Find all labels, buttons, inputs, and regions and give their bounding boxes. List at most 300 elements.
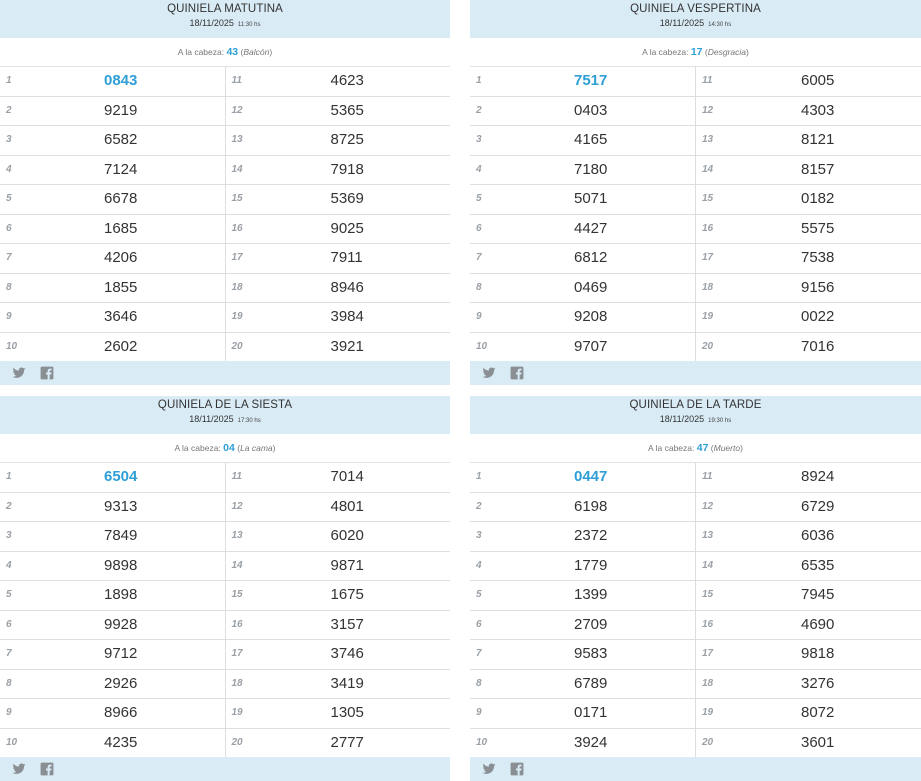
result-cell <box>470 493 696 522</box>
position-number: 19 <box>702 707 714 718</box>
cabeza-label: A la cabeza: <box>174 443 221 453</box>
drawn-number: 4235 <box>104 733 138 751</box>
drawn-number: 6678 <box>104 190 138 207</box>
table-row <box>0 611 450 641</box>
cabeza-number: 04 <box>223 442 235 454</box>
drawn-number: 0447 <box>574 468 608 485</box>
drawn-number: 7918 <box>330 160 364 178</box>
result-cell <box>226 552 451 581</box>
position-number: 12 <box>702 104 714 116</box>
result-cell <box>226 303 451 332</box>
result-cell <box>0 156 226 185</box>
draw-time: 14:30 hs <box>708 22 732 28</box>
result-cell <box>470 156 696 185</box>
result-cell <box>0 463 226 492</box>
drawn-number: 1399 <box>574 586 608 603</box>
drawn-number: 3921 <box>330 337 364 355</box>
drawn-number: 7014 <box>330 468 364 485</box>
position-number: 7 <box>6 648 12 659</box>
result-cell <box>470 274 696 303</box>
position-number: 16 <box>231 618 243 630</box>
position-number: 4 <box>476 163 482 175</box>
position-number: 9 <box>476 311 482 322</box>
panel-title: QUINIELA DE LA TARDE <box>629 399 762 411</box>
table-row <box>470 244 921 274</box>
result-cell <box>696 274 921 303</box>
table-row <box>0 670 450 700</box>
position-number: 1 <box>6 75 12 86</box>
date-text: 18/11/2025 <box>189 18 234 28</box>
results-panel <box>470 0 921 385</box>
twitter-icon[interactable] <box>12 366 26 380</box>
result-cell <box>470 333 696 362</box>
position-number: 10 <box>6 736 18 748</box>
position-number: 8 <box>476 281 482 293</box>
drawn-number: 7538 <box>801 249 835 266</box>
drawn-number: 4427 <box>574 219 608 237</box>
result-cell <box>0 522 226 551</box>
position-number: 14 <box>231 559 243 571</box>
cabeza-number: 17 <box>690 46 703 58</box>
table-row <box>0 215 450 245</box>
facebook-icon[interactable] <box>510 366 524 380</box>
result-cell <box>226 215 451 244</box>
drawn-number: 8157 <box>801 160 835 178</box>
drawn-number: 6198 <box>574 497 608 515</box>
result-cell <box>0 581 226 610</box>
cabeza-number: 43 <box>226 46 239 58</box>
cabeza-summary: A la cabeza: 43 (Balcón) <box>0 38 450 67</box>
position-number: 1 <box>476 75 482 86</box>
drawn-number: 5071 <box>574 190 608 207</box>
result-cell <box>0 303 226 332</box>
share-bar <box>0 361 450 385</box>
drawn-number: 6504 <box>104 468 138 485</box>
result-cell <box>470 126 696 155</box>
result-cell <box>470 522 696 551</box>
result-cell <box>470 97 696 126</box>
position-number: 3 <box>6 530 12 541</box>
position-number: 4 <box>6 163 12 175</box>
drawn-number: 2602 <box>104 337 138 355</box>
position-number: 12 <box>231 104 243 116</box>
drawn-number: 1855 <box>104 278 138 296</box>
table-row <box>470 274 921 304</box>
result-cell <box>696 640 921 669</box>
cabeza-meaning: Desgracia <box>707 47 746 57</box>
result-cell <box>470 215 696 244</box>
position-number: 10 <box>476 736 488 748</box>
result-cell <box>0 67 226 96</box>
panel-title: QUINIELA VESPERTINA <box>630 3 761 15</box>
position-number: 6 <box>476 222 482 234</box>
draw-date <box>0 414 450 424</box>
drawn-number: 0022 <box>801 308 835 325</box>
cabeza-summary: A la cabeza: 17 (Desgracia) <box>470 38 921 67</box>
result-cell <box>470 729 696 758</box>
table-row <box>0 522 450 552</box>
result-cell <box>226 126 451 155</box>
drawn-number: 0843 <box>104 72 138 89</box>
date-text: 18/11/2025 <box>189 414 234 424</box>
position-number: 5 <box>6 589 12 600</box>
facebook-icon[interactable] <box>40 762 54 776</box>
result-cell <box>470 463 696 492</box>
draw-date <box>470 414 921 424</box>
result-cell <box>696 244 921 273</box>
position-number: 6 <box>6 222 12 234</box>
table-row <box>0 640 450 670</box>
position-number: 14 <box>702 163 714 175</box>
table-row <box>0 552 450 582</box>
table-row <box>470 670 921 700</box>
table-row <box>0 126 450 156</box>
drawn-number: 9871 <box>330 556 364 574</box>
drawn-number: 7517 <box>574 72 608 89</box>
result-cell <box>696 611 921 640</box>
result-cell <box>696 729 921 758</box>
drawn-number: 9928 <box>104 615 138 633</box>
drawn-number: 3419 <box>330 674 364 692</box>
position-number: 11 <box>231 471 242 482</box>
table-row <box>470 493 921 523</box>
table-row <box>0 493 450 523</box>
draw-date <box>0 18 450 28</box>
result-cell <box>226 185 451 214</box>
drawn-number: 4303 <box>801 101 835 119</box>
drawn-number: 9156 <box>801 278 835 296</box>
table-row <box>470 185 921 215</box>
result-cell <box>470 581 696 610</box>
result-cell <box>226 522 451 551</box>
drawn-number: 7016 <box>801 337 835 355</box>
result-cell <box>0 126 226 155</box>
results-table <box>0 463 450 757</box>
facebook-icon[interactable] <box>510 762 524 776</box>
result-cell <box>696 303 921 332</box>
results-panel <box>0 0 450 385</box>
drawn-number: 0182 <box>801 190 835 207</box>
table-row <box>470 215 921 245</box>
twitter-icon[interactable] <box>12 762 26 776</box>
result-cell <box>0 699 226 728</box>
drawn-number: 9818 <box>801 645 835 662</box>
position-number: 15 <box>702 589 714 600</box>
position-number: 4 <box>476 559 482 571</box>
drawn-number: 0171 <box>574 704 608 721</box>
drawn-number: 2372 <box>574 527 608 544</box>
drawn-number: 3157 <box>330 615 364 633</box>
position-number: 7 <box>6 252 12 263</box>
drawn-number: 9208 <box>574 308 608 325</box>
result-cell <box>226 699 451 728</box>
result-cell <box>0 215 226 244</box>
position-number: 6 <box>476 618 482 630</box>
drawn-number: 1898 <box>104 586 138 603</box>
drawn-number: 6729 <box>801 497 835 515</box>
position-number: 14 <box>702 559 714 571</box>
position-number: 13 <box>702 530 714 541</box>
cabeza-label: A la cabeza: <box>177 47 225 57</box>
position-number: 12 <box>231 500 243 512</box>
table-row <box>470 729 921 758</box>
position-number: 17 <box>231 648 243 659</box>
result-cell <box>470 67 696 96</box>
drawn-number: 8725 <box>330 131 364 148</box>
drawn-number: 4623 <box>330 72 364 89</box>
table-row <box>470 640 921 670</box>
drawn-number: 3276 <box>801 674 835 692</box>
drawn-number: 5365 <box>330 101 364 119</box>
panel-title: QUINIELA DE LA SIESTA <box>157 399 293 411</box>
result-cell <box>226 640 451 669</box>
position-number: 11 <box>702 471 713 482</box>
facebook-icon[interactable] <box>40 366 54 380</box>
cabeza-label: A la cabeza: <box>642 47 689 57</box>
table-row <box>470 97 921 127</box>
drawn-number: 9707 <box>574 337 608 355</box>
position-number: 8 <box>6 281 12 293</box>
result-cell <box>0 493 226 522</box>
panel-header <box>0 396 450 434</box>
position-number: 5 <box>476 193 482 204</box>
table-row <box>0 244 450 274</box>
drawn-number: 3601 <box>801 733 835 751</box>
position-number: 17 <box>702 648 714 659</box>
result-cell <box>226 670 451 699</box>
position-number: 8 <box>6 677 12 689</box>
drawn-number: 7849 <box>104 527 138 544</box>
table-row <box>470 67 921 97</box>
result-cell <box>226 244 451 273</box>
position-number: 17 <box>702 252 714 263</box>
cabeza-meaning: Balcón <box>243 47 270 57</box>
drawn-number: 4165 <box>574 131 608 148</box>
drawn-number: 7180 <box>574 160 608 178</box>
table-row <box>0 581 450 611</box>
drawn-number: 7945 <box>801 586 835 603</box>
table-row <box>470 522 921 552</box>
table-row <box>0 67 450 97</box>
result-cell <box>696 581 921 610</box>
result-cell <box>0 274 226 303</box>
table-row <box>0 729 450 758</box>
result-cell <box>0 333 226 362</box>
table-row <box>0 274 450 304</box>
position-number: 20 <box>231 736 243 748</box>
draw-time: 17:30 hs <box>237 418 261 424</box>
position-number: 19 <box>702 311 714 322</box>
result-cell <box>0 97 226 126</box>
position-number: 16 <box>702 618 714 630</box>
position-number: 18 <box>702 281 714 293</box>
drawn-number: 0469 <box>574 278 608 296</box>
drawn-number: 6036 <box>801 527 835 544</box>
position-number: 18 <box>231 677 243 689</box>
position-number: 19 <box>231 707 243 718</box>
drawn-number: 7124 <box>104 160 138 178</box>
position-number: 13 <box>231 530 243 541</box>
position-number: 2 <box>6 500 12 512</box>
drawn-number: 1305 <box>330 704 364 721</box>
twitter-icon[interactable] <box>482 366 496 380</box>
draw-time: 19:30 hs <box>708 418 732 424</box>
position-number: 20 <box>702 736 714 748</box>
panel-header <box>470 396 921 434</box>
table-row <box>0 699 450 729</box>
result-cell <box>696 185 921 214</box>
position-number: 5 <box>6 193 12 204</box>
result-cell <box>696 699 921 728</box>
cabeza-label: A la cabeza: <box>648 443 695 453</box>
result-cell <box>470 611 696 640</box>
panel-header <box>470 0 921 38</box>
drawn-number: 9712 <box>104 645 138 662</box>
position-number: 11 <box>231 75 242 86</box>
result-cell <box>696 463 921 492</box>
position-number: 7 <box>476 252 482 263</box>
result-cell <box>696 333 921 362</box>
result-cell <box>696 670 921 699</box>
drawn-number: 3746 <box>330 645 364 662</box>
position-number: 9 <box>6 311 12 322</box>
position-number: 15 <box>231 589 243 600</box>
result-cell <box>696 97 921 126</box>
position-number: 1 <box>6 471 12 482</box>
cabeza-number: 47 <box>696 442 709 454</box>
position-number: 4 <box>6 559 12 571</box>
result-cell <box>470 640 696 669</box>
position-number: 9 <box>6 707 12 718</box>
drawn-number: 3646 <box>104 308 138 325</box>
draw-time: 11:30 hs <box>237 22 261 28</box>
result-cell <box>0 611 226 640</box>
position-number: 14 <box>231 163 243 175</box>
cabeza-meaning: Muerto <box>713 443 741 453</box>
draw-date <box>470 18 921 28</box>
twitter-icon[interactable] <box>482 762 496 776</box>
table-row <box>0 303 450 333</box>
position-number: 10 <box>6 340 18 352</box>
drawn-number: 6005 <box>801 72 835 89</box>
drawn-number: 8072 <box>801 704 835 721</box>
result-cell <box>0 552 226 581</box>
table-row <box>470 333 921 362</box>
share-bar <box>470 361 921 385</box>
result-cell <box>226 611 451 640</box>
drawn-number: 6582 <box>104 131 138 148</box>
result-cell <box>696 67 921 96</box>
table-row <box>470 581 921 611</box>
drawn-number: 7911 <box>330 249 363 266</box>
table-row <box>470 463 921 493</box>
drawn-number: 2709 <box>574 615 608 633</box>
position-number: 13 <box>231 134 243 145</box>
results-table <box>470 463 921 757</box>
table-row <box>470 552 921 582</box>
position-number: 2 <box>476 104 482 116</box>
result-cell <box>470 303 696 332</box>
position-number: 12 <box>702 500 714 512</box>
position-number: 3 <box>476 530 482 541</box>
drawn-number: 9898 <box>104 556 138 574</box>
drawn-number: 6020 <box>330 527 364 544</box>
position-number: 3 <box>476 134 482 145</box>
drawn-number: 1675 <box>330 586 364 603</box>
drawn-number: 8966 <box>104 704 138 721</box>
position-number: 3 <box>6 134 12 145</box>
results-panel <box>470 396 921 781</box>
position-number: 18 <box>702 677 714 689</box>
result-cell <box>226 156 451 185</box>
position-number: 1 <box>476 471 482 482</box>
drawn-number: 8121 <box>801 131 835 148</box>
result-cell <box>0 244 226 273</box>
result-cell <box>0 670 226 699</box>
position-number: 13 <box>702 134 714 145</box>
drawn-number: 5575 <box>801 219 835 237</box>
result-cell <box>696 126 921 155</box>
position-number: 20 <box>702 340 714 352</box>
drawn-number: 1685 <box>104 219 138 237</box>
result-cell <box>226 274 451 303</box>
table-row <box>0 156 450 186</box>
result-cell <box>226 463 451 492</box>
table-row <box>470 699 921 729</box>
results-table <box>470 67 921 361</box>
table-row <box>470 303 921 333</box>
table-row <box>0 333 450 362</box>
drawn-number: 9583 <box>574 645 608 662</box>
position-number: 2 <box>476 500 482 512</box>
position-number: 2 <box>6 104 12 116</box>
cabeza-meaning: La cama <box>240 443 273 453</box>
result-cell <box>696 493 921 522</box>
drawn-number: 6535 <box>801 556 835 574</box>
result-cell <box>226 581 451 610</box>
drawn-number: 3924 <box>574 733 608 751</box>
table-row <box>0 97 450 127</box>
cabeza-summary: A la cabeza: 04 (La cama) <box>0 434 450 463</box>
position-number: 11 <box>702 75 713 86</box>
table-row <box>470 611 921 641</box>
result-cell <box>470 185 696 214</box>
position-number: 8 <box>476 677 482 689</box>
drawn-number: 2777 <box>330 733 364 751</box>
position-number: 5 <box>476 589 482 600</box>
drawn-number: 9025 <box>330 219 364 237</box>
result-cell <box>226 333 451 362</box>
share-bar <box>0 757 450 781</box>
result-cell <box>696 552 921 581</box>
drawn-number: 8924 <box>801 468 835 485</box>
result-cell <box>470 244 696 273</box>
result-cell <box>226 67 451 96</box>
position-number: 15 <box>702 193 714 204</box>
drawn-number: 9313 <box>104 497 138 515</box>
drawn-number: 2926 <box>104 674 138 692</box>
result-cell <box>696 156 921 185</box>
result-cell <box>226 493 451 522</box>
table-row <box>470 126 921 156</box>
result-cell <box>226 97 451 126</box>
table-row <box>0 463 450 493</box>
drawn-number: 6789 <box>574 674 608 692</box>
position-number: 20 <box>231 340 243 352</box>
result-cell <box>226 729 451 758</box>
cabeza-summary: A la cabeza: 47 (Muerto) <box>470 434 921 463</box>
drawn-number: 4801 <box>330 497 364 515</box>
